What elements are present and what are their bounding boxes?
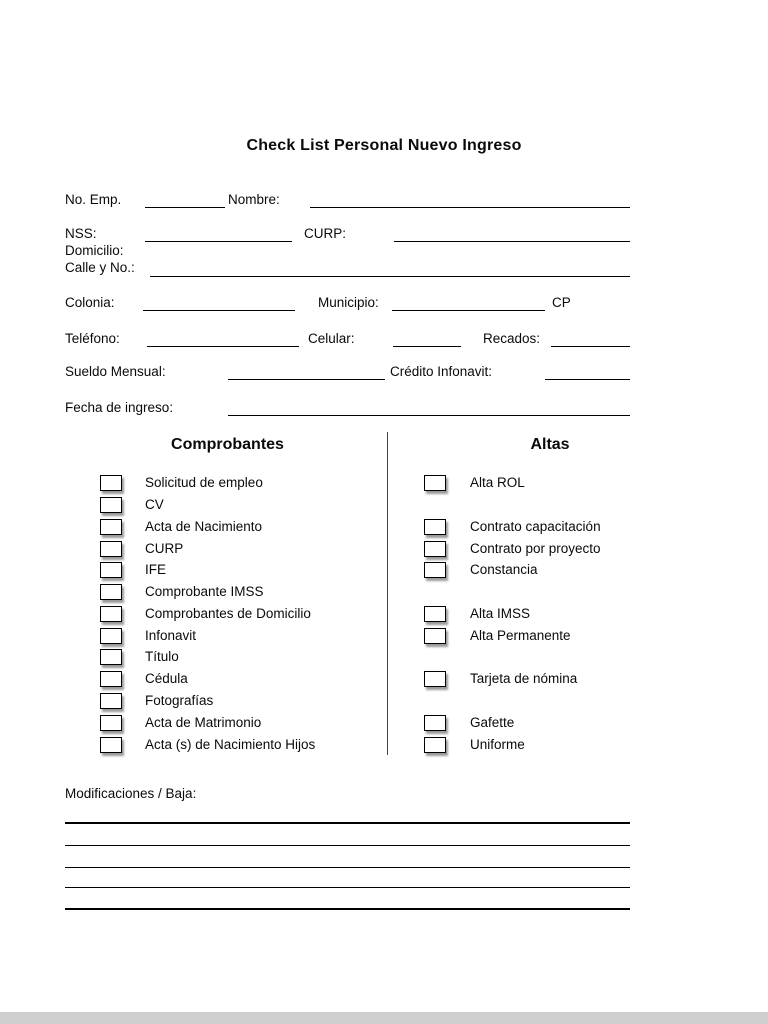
checkbox-comprobantes-de-domicilio[interactable] (100, 606, 122, 622)
checklist-item-label: CV (145, 497, 164, 512)
checkbox-gafette[interactable] (424, 715, 446, 731)
checklist-item-label: IFE (145, 562, 167, 577)
modificaciones-line-1[interactable] (65, 822, 630, 824)
checkbox-curp[interactable] (100, 541, 122, 557)
checkbox-fotografias[interactable] (100, 693, 122, 709)
curp-label: CURP: (304, 226, 347, 241)
calle-label: Calle y No.: (65, 260, 135, 275)
checkbox-titulo[interactable] (100, 649, 122, 665)
checklist-item-label: Título (145, 649, 179, 664)
checklist-item-label: Infonavit (145, 628, 197, 643)
checkbox-acta-de-matrimonio[interactable] (100, 715, 122, 731)
checklist-item-label: Uniforme (470, 737, 525, 752)
checkbox-cedula[interactable] (100, 671, 122, 687)
telefono-input-line[interactable] (147, 330, 299, 347)
checkbox-comprobante-imss[interactable] (100, 584, 122, 600)
checkbox-alta-permanente[interactable] (424, 628, 446, 644)
nss-label: NSS: (65, 226, 97, 241)
checkbox-solicitud-de-empleo[interactable] (100, 475, 122, 491)
checklist-item-label: Alta Permanente (470, 628, 571, 643)
fecha-input-line[interactable] (228, 399, 630, 416)
checkbox-contrato-por-proyecto[interactable] (424, 541, 446, 557)
checklist-item-label: Acta de Matrimonio (145, 715, 262, 730)
checkbox-tarjeta-de-nomina[interactable] (424, 671, 446, 687)
modificaciones-line-4[interactable] (65, 887, 630, 888)
fecha-label: Fecha de ingreso: (65, 400, 174, 415)
checklist-item-label: Contrato capacitación (470, 519, 601, 534)
altas-section-title: Altas (530, 436, 570, 453)
checkbox-cv[interactable] (100, 497, 122, 513)
checklist-item-label: Comprobante IMSS (145, 584, 264, 599)
checklist-item-label: Tarjeta de nómina (470, 671, 578, 686)
checklist-item-label: Alta ROL (470, 475, 525, 490)
cp-label: CP (552, 295, 571, 310)
checkbox-constancia[interactable] (424, 562, 446, 578)
municipio-input-line[interactable] (392, 294, 545, 311)
colonia-label: Colonia: (65, 295, 115, 310)
municipio-label: Municipio: (318, 295, 379, 310)
checklist-item-label: Gafette (470, 715, 515, 730)
checklist-item-label: Cédula (145, 671, 188, 686)
credito-label: Crédito Infonavit: (390, 364, 493, 379)
checkbox-alta-rol[interactable] (424, 475, 446, 491)
telefono-label: Teléfono: (65, 331, 120, 346)
curp-input-line[interactable] (394, 225, 630, 242)
checkbox-infonavit[interactable] (100, 628, 122, 644)
checklist-item-label: Comprobantes de Domicilio (145, 606, 311, 621)
modificaciones-line-5[interactable] (65, 908, 630, 910)
celular-input-line[interactable] (393, 330, 461, 347)
sueldo-input-line[interactable] (228, 363, 385, 380)
modificaciones-line-3[interactable] (65, 867, 630, 868)
checkbox-contrato-capacitacion[interactable] (424, 519, 446, 535)
checklist-item-label: Constancia (470, 562, 538, 577)
checkbox-ife[interactable] (100, 562, 122, 578)
celular-label: Celular: (308, 331, 355, 346)
checkbox-actas-nacimiento-hijos[interactable] (100, 737, 122, 753)
modificaciones-label: Modificaciones / Baja: (65, 786, 197, 801)
no-emp-label: No. Emp. (65, 192, 122, 207)
credito-input-line[interactable] (545, 363, 630, 380)
checklist-item-label: Alta IMSS (470, 606, 531, 621)
checkbox-uniforme[interactable] (424, 737, 446, 753)
sueldo-label: Sueldo Mensual: (65, 364, 166, 379)
no-emp-input-line[interactable] (145, 191, 225, 208)
nombre-label: Nombre: (228, 192, 280, 207)
checkbox-acta-de-nacimiento[interactable] (100, 519, 122, 535)
calle-input-line[interactable] (150, 260, 630, 277)
page-bottom-gap (0, 1012, 768, 1024)
checklist-item-label: CURP (145, 541, 184, 556)
domicilio-label: Domicilio: (65, 243, 124, 258)
comprobantes-section-title: Comprobantes (171, 436, 284, 453)
checkbox-alta-imss[interactable] (424, 606, 446, 622)
colonia-input-line[interactable] (143, 294, 295, 311)
modificaciones-line-2[interactable] (65, 845, 630, 846)
checklist-item-label: Acta (s) de Nacimiento Hijos (145, 737, 316, 752)
section-divider (387, 432, 388, 755)
checklist-item-label: Fotografías (145, 693, 214, 708)
checklist-item-label: Solicitud de empleo (145, 475, 263, 490)
checklist-item-label: Contrato por proyecto (470, 541, 601, 556)
page-title: Check List Personal Nuevo Ingreso (246, 137, 522, 154)
recados-input-line[interactable] (551, 330, 630, 347)
nss-input-line[interactable] (145, 225, 292, 242)
checklist-item-label: Acta de Nacimiento (145, 519, 263, 534)
recados-label: Recados: (483, 331, 541, 346)
nombre-input-line[interactable] (310, 191, 630, 208)
